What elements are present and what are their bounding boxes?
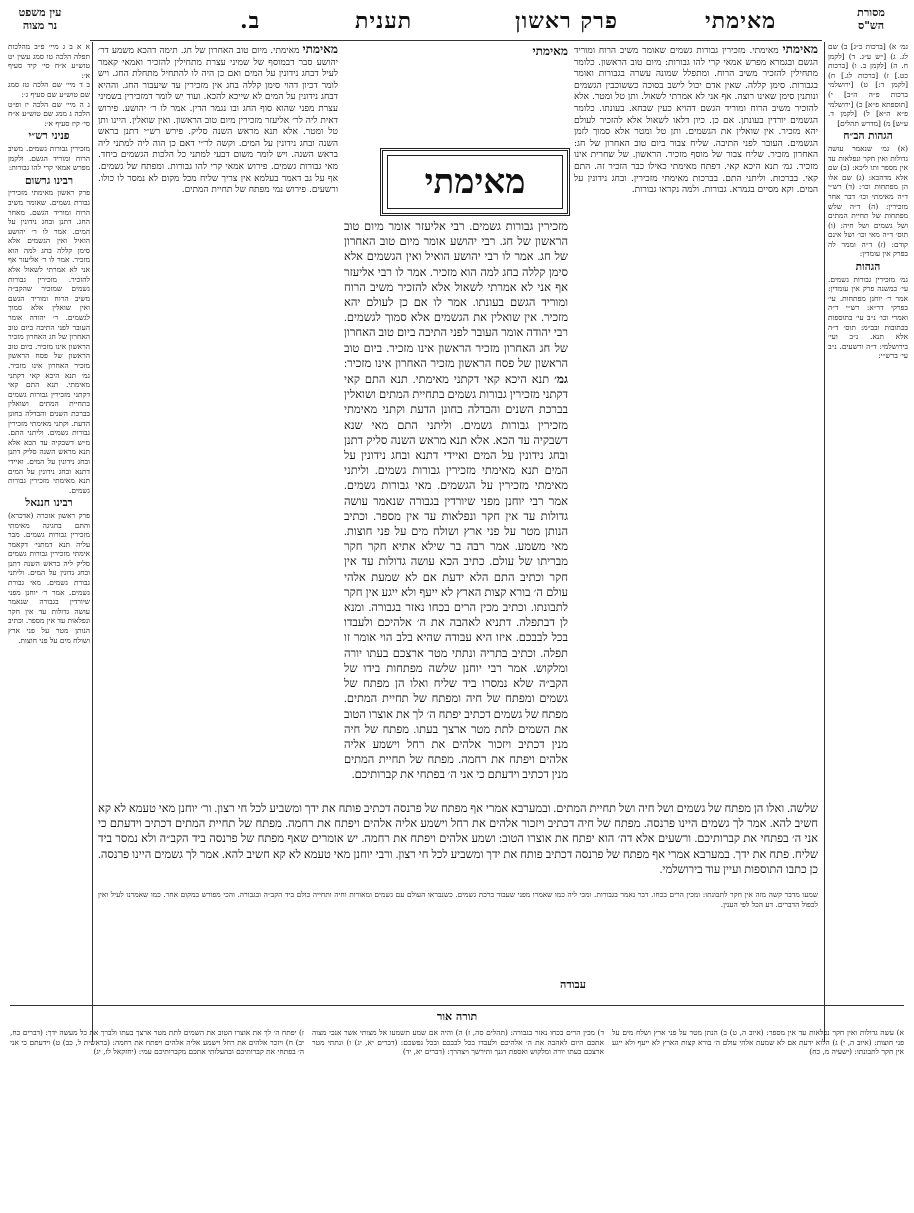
rabbeinu-gershom-label: רבינו גרשום xyxy=(24,174,74,187)
mesoret-text: גמ׳ א) [ברכות כ״ג] ב) שם לג. ג) [״ש ע״ג. ד) [לקמן ח. ה) [לקמן ב. ו) [ברכות כט.] ז) [ברכות לג.] ח) [לקמן ד:] ט) [ירושלמי ברכות פ״ה ה״ב] י) [תוספתא פ״א] כ) [ירושלמי פ״א ה״א] ל) [לקמן ד. ע״ש] מ) [מדרש תהלים] xyxy=(828,42,908,128)
lower-text-block xyxy=(98,802,818,887)
gemara-top-block xyxy=(344,44,568,144)
mishnah-text: מזכירין גבורות גשמים. רבי אליעזר אומר מיום טוב הראשון של חג. רבי יהושע אומר מיום טוב האחרון של חג. אמר לו רבי יהושע הואיל ואין הגשמים אלא סימן קללה בחג למה הוא מזכיר. אמר לו רבי אליעזר אף אני לא אמרתי לשאול אלא להזכיר משיב הרוח ומוריד הגשם בעונתו. אמר לו אם כן לעולם יהא מזכיר. אין שואלין את הגשמים אלא סמוך לגשמים. רבי יהודה אומר העובר לפני התיבה ביום טוב האחרון של חג האחרון מזכיר הראשון אינו מזכיר. ביום טוב הראשון של פסח הראשון מזכיר האחרון אינו מזכיר: xyxy=(344,221,568,370)
chapter-number: פרק ראשון xyxy=(515,8,618,34)
rabbeinu-gershom-text: פרק ראשון מאימתי מזכירין גבורת גשמים. שאומר משיב הרוח ומוריד הגשם. מאחר החג. דתנן ובחג נידונין על המים. אמר לו ר׳ יהושע הואיל ואין הגשמים אלא סימן קללה בחג למה הוא מזכיר. אמר לו ר׳ אליעזר אף אני לא אמרתי לשאול אלא להזכיר. מזכירין גבורות גשמים שמזכיר שהקב״ה משיב הרוח ומוריד הגשם ואין שואלין אלא סמוך לגשמים. ר׳ יהודה אומר העובר לפני התיבה ביום טוב האחרון של חג האחרון מזכיר הראשון אינו מזכיר. ביום טוב הראשון של פסח הראשון מזכיר האחרון אינו מזכיר. גמ׳ תנא היכא קאי דקתני מאימתי. תנא התם קאי דקתני מזכירין גבורות גשמים בתחיית המתים ושואלין בברכת השנים והבדלה בחונן הדעת. וקתני מאימתי מזכירין גבורות גשמים. וליתני התם. מ״ש דשבקיה עד הכא אלא תנא מראש השנה סליק דתנן ובחג נידונין על המים. ואיידי דתנא ובחג נידונין על המים תנא מאימתי מזכירין גבורות גשמים. xyxy=(8,188,90,495)
left-margin-divider xyxy=(92,42,93,1042)
torah-or-col1: א) עשה גדולות ואין חקר נפלאות עד אין מספר: (איוב ה, ט) ב) הנתן מטר על פני ארץ ושלח מים על פני חוצות: (איוב ה, י) ג) הלוא ידעת אם לא שמעת אלהי עולם ה׳ בורא קצות הארץ לא ייעף ולא ייגע אין חקר לתבונתו: (ישעיה מ, כח) xyxy=(612,1028,904,1057)
torah-or-col2: ד) מכין הרים בכחו נאזר בגבורה: (תהלים סה, ז) ה) והיה אם שמע תשמעו אל מצותי אשר אנכי מצוה אתכם היום לאהבה את ה׳ אלהיכם ולעבדו בכל לבבכם ובכל נפשכם: (דברים יא, יג) ו) ונתתי מטר ארצכם בעתו יורה ומלקוש ואספת דגנך ותירשך ויצהרך: (דברים יא, יד) xyxy=(312,1028,604,1057)
daf-number: ב. xyxy=(240,8,261,34)
tosafot-opening: מאימתי xyxy=(302,44,338,56)
lower-small-text: שמעו מדבר קשה מזה אין חקר לתבונתו: ומכין הרים בכחו. דבר נאמר בגבורות. ומכי ליה כמו שאמרו מפני שעבוד ברכת גשמים. כשנבראו העולם עם גשמים ומאורות וחיה ותחייה כולם ביד הקב״ה ובגבורה. והכי מפורש במקום אחר. כמו שאמרנו לעיל ואין לכפול הדברים. דע הכל לפי הענין. xyxy=(98,890,818,909)
lower-notes-text: שלשה. ואלו הן מפתח של גשמים ושל חיה ושל תחיית המתים. ובמערבא אמרי אף מפתח של פרנסה דכתיב פותח את ידך ומשביע לכל חי רצון. ור׳ יוחנן מאי טעמא לא קא חשיב להא. אמר לך גשמים היינו פרנסה. מפתח של חיה דכתיב ויזכור אלהים את רחל וישמע אליה אלהים ויפתח את רחמה. מפתח של תחיית המתים דכתיב וידעתם כי אני ה׳ בפתחי את קברותיכם. ורשעים אלא דה׳ הוא יפתח את אוצרו הטוב: ושמע אלהים ויפתח את רחמה. יש אומרים שאף מפתח של פרנסה ביד הקב״ה ולא נמסר ביד שליח. פתח את ידך. במערבא אמרי אף מפתח של פרנסה דכתיב פותח את ידך ומשביע לכל חי רצון. ורבי יוחנן מאי טעמא לא קא חשיב להא. אמר לך גשמים היינו פרנסה. כן כתבו התוספות ועיין עוד בירושלמי. xyxy=(98,803,818,876)
rashi-opening: מאימתי xyxy=(782,44,818,56)
opening-word: מאימתי xyxy=(424,162,526,202)
gemara-label: גמ׳ xyxy=(554,372,568,387)
rashi-column xyxy=(574,44,818,799)
hagahot-bach-label: הגהות הב״ח xyxy=(843,130,893,143)
left-margin-column xyxy=(8,42,90,1042)
header-rule xyxy=(90,40,822,41)
hagahot-label: הגהות xyxy=(855,261,881,274)
footer-rule xyxy=(10,1005,904,1006)
pninei-rashi-text: מזכירין גבורות גשמים. משיב הרוח ומוריד הגשם. ולקמן מפרש אמאי קרי להו גבורות: xyxy=(8,143,90,173)
rashi-text: מאימתי. מזכירין גבורות גשמים שאומר משיב הרוח ומוריד הגשם ובגמרא מפרש אמאי קרי להו גבורות: מיום טוב הראשון. כלומר מתחילין להזכיר משיב הרוח. ומתפלל שמונה עשרה בגבורות ואומר בגבורות. סימן קללה. שאין אדם יכול לישב בסוכה כששוכבין הגשמים ונותנין סימן שאינו רוצה. אף אני לא אמרתי לשאול. ותן טל ומטר. אלא להזכיר משיב הרוח ומוריד הגשם דהויא כעין שבחא. בעונתו. כלומר הגשמים יורדין בעונתן. אם כן. כיון דלאו לשאול אלא להזכיר לעולם יהא מזכיר. אין שואלין את הגשמים. ותן טל ומטר אלא סמוך לזמן הגשמים. העובר לפני התיבה. שליח צבור ביום טוב האחרון של חג: האחרון מזכיר. שליח צבור של מוסף מזכיר. הראשון. של שחרית אינו מזכיר. גמ׳ תנא היכא קאי. דפתח מאימתי כאילו כבר הזכיר זה. התם קאי. בברכות. וליתני התם. בברכות מאימתי מזכירין. ובחג נידונין על המים. וקא מסיים בגמרא. גבורות. ולמה נקראו גבורות. xyxy=(574,46,818,196)
mesoret-heading: מסורת הש"ס xyxy=(857,6,885,32)
ein-mishpat-heading: עין משפט נר מצוה xyxy=(18,6,62,32)
tosafot-column xyxy=(98,44,338,799)
pninei-rashi-label: פניני רש״י xyxy=(28,130,70,143)
hagahot-text: גמ׳ מזכירין גבורות גשמים. עי׳ במשנה פרק אין עומדין: אמר ר׳ יוחנן מפתחות. עי׳ בפרקי דר״א: רש״י ד״ה ואמרי וכו׳ נ״ב עי׳ בתוספות בכתובות ובב״מ: תוס׳ ד״ה אלא תנא. נ״ב ועי׳ בירושלמי: ד״ה ורשעים. נ״ב עי׳ ברש״י: xyxy=(828,274,908,361)
rabbeinu-chananel-text: פרק ראשון אזכרה (אדכרא) והתם בחגיגה מאימתי מזכירין גבורות גשמים. מבר עליה תנא דמתני׳ דקאמר אימתי מזכירין גבורות גשמים סליק ליה בראש השנה דתנן ובחג נדונין על המים. וליתני גבורת גשמים. מאי גבורת גשמים. אמר ר׳ יוחנן מפני שיורדין בגבורה שנאמר עושה גדולות עד אין חקר ונפלאות עד אין מספר. וכתיב הנותן מטר על פני ארץ ושולח מים על פני חוצות. xyxy=(8,510,90,645)
right-margin-column xyxy=(828,42,908,1042)
right-margin-divider xyxy=(824,42,825,1042)
gemara-text: תנא היכא קאי דקתני מאימתי. תנא התם קאי דקתני מזכירין גבורות גשמים בתחיית המתים ושואלין בברכת השנים והבדלה בחונן הדעת וקתני מאימתי מזכירין גבורות גשמים. וליתני התם מאי שנא דשבקיה עד הכא. אלא תנא מראש השנה סליק דתנן ובחג נידונין על המים ואיידי דתנא ובחג נידונין על המים תנא מאימתי מזכירין גבורות גשמים. וליתני מאימתי מזכירין על הגשמים. מאי גבורות גשמים. אמר רבי יוחנן מפני שיורדין בגבורה שנאמר עושה גדולות עד אין חקר ונפלאות עד אין מספר. וכתיב הנותן מטר על פני ארץ ושולח מים על פני חוצות. מאי משמע. אמר רבה בר שילא אתיא חקר חקר מבריתו של עולם. כתיב הכא עושה גדולות עד אין חקר וכתיב התם הלא ידעת אם לא שמעת אלהי עולם ה׳ בורא קצות הארץ לא ייעף ולא ייגע אין חקר לתבונתו. וכתיב מכין הרים בכחו נאזר בגבורה. ומנא לן דבתפלה. דתניא לאהבה את ה׳ אלהיכם ולעבדו בכל לבבכם. איזו היא עבודה שהיא בלב הוי אומר זו תפלה. וכתיב בתריה ונתתי מטר ארצכם בעתו יורה ומלקוש. אמר רבי יוחנן שלשה מפתחות בידו של הקב״ה שלא נמסרו ביד שליח ואלו הן מפתח של גשמים ומפתח של חיה ומפתח של תחיית המתים. מפתח של גשמים דכתיב יפתח ה׳ לך את אוצרו הטוב את השמים לתת מטר ארצך בעתו. מפתח של חיה מנין דכתיב ויזכור אלהים את רחל וישמע אליה אלהים ויפתח את רחמה. מפתח של תחיית המתים מנין דכתיב וידעתם כי אני ה׳ בפתחי את קברותיכם. xyxy=(344,374,568,782)
ein-mishpat-text: א א ב ג מיי׳ פ״ב מהלכות תפלה הלכה טו סמג עשין יט טוש״ע א״ח סי׳ קיד סעיף א׳: ב ד מיי׳ שם הלכה טז סמג שם טוש״ע שם סעיף ג׳: ג ה מיי׳ שם הלכה יז ופ״ט הלכה ג ממג שם טוש״ע א״ח סי׳ קיז סעיף א׳: xyxy=(8,42,90,128)
opening-word-box xyxy=(380,148,570,216)
main-text-block xyxy=(344,220,568,798)
torah-or-label: תורה אור xyxy=(436,1010,478,1023)
lower-small-block xyxy=(98,890,818,970)
tosafot-text: מאימתי. מיום טוב האחרון של חג. תימה דהכא משמע דר׳ יהושע סבר דבמוסף של שמיני עצרת מתחילין להזכיר ואמאי קאמר לעיל דבחג נידונין על המים ואם כן היה לו להתחיל מתחלת החג. ויש לומר דכיון דהוי סימן קללה בחג אין מזכירין עד שיעבור החג. וההיא דבחג נידונין על המים לא שייכא להכא. ועוד יש לומר דמזכירין בשמיני עצרת מפני שהוא סוף החג ובו נגמר הדין. אמר לו ר׳ יהושע. פירוש דאית ליה לר׳ אליעזר מזכירין מיום טוב הראשון. ואין שואלין. היינו ותן טל ומטר. אלא תנא מראש השנה סליק. פירש רש״י דתנן בראש השנה ובחג נידונין על המים. וקשה לר״י דאם כן הוה ליה למתני ליה בראש השנה. ויש לומר משום דבעי למתני כל הלכות הגשמים ביחד. מאי גבורות גשמים. פירוש אמאי קרי להו גבורות. ומפתח של גשמים. אף על גב דאמר בעלמא אין צריך שליח מכל מקום לא נמסר לו כולו. ורשעים. פירוש נמי מפתח של תחיית המתים. xyxy=(98,46,338,196)
torah-or-col3: ז) יפתח ה׳ לך את אוצרו הטוב את השמים לתת מטר ארצך בעתו ולברך את כל מעשה ידך: (דברים כח, יב) ח) ויזכר אלהים את רחל וישמע אליה אלהים ויפתח את רחמה: (בראשית ל, כב) ט) וידעתם כי אני ה׳ בפתחי את קברותיכם ובהעלותי אתכם מקברותיכם עמי: (יחזקאל לז, יג) xyxy=(10,1028,304,1057)
tractate-name: תענית xyxy=(355,8,413,34)
hagahot-bach-text: (א) גמ׳ שנאמר עושה גדולות ואין חקר ונפלאות עד אין מספר ותו ליכא: (ב) שם אלא מדהכא: (ג) שם אלו הן מפתחות וכו׳: (ד) רש״י ד״ה מאימתי וכו׳ דבר אחר מזכירין: (ה) ד״ה שלש מפתחות של תחיית המתים ושל גשמים ושל חיה: (ו) תוס׳ ד״ה מאי וכו׳ ושל אינם קודם: (ז) ד״ה וממר לה בפרק אין עומדין: xyxy=(828,143,908,259)
chapter-name: מאימתי xyxy=(705,8,777,34)
mishnah-label-top: מאימתי xyxy=(532,44,568,58)
rabbeinu-chananel-label: רבינו חננאל xyxy=(25,497,73,510)
catchword: עבודה xyxy=(560,978,586,991)
